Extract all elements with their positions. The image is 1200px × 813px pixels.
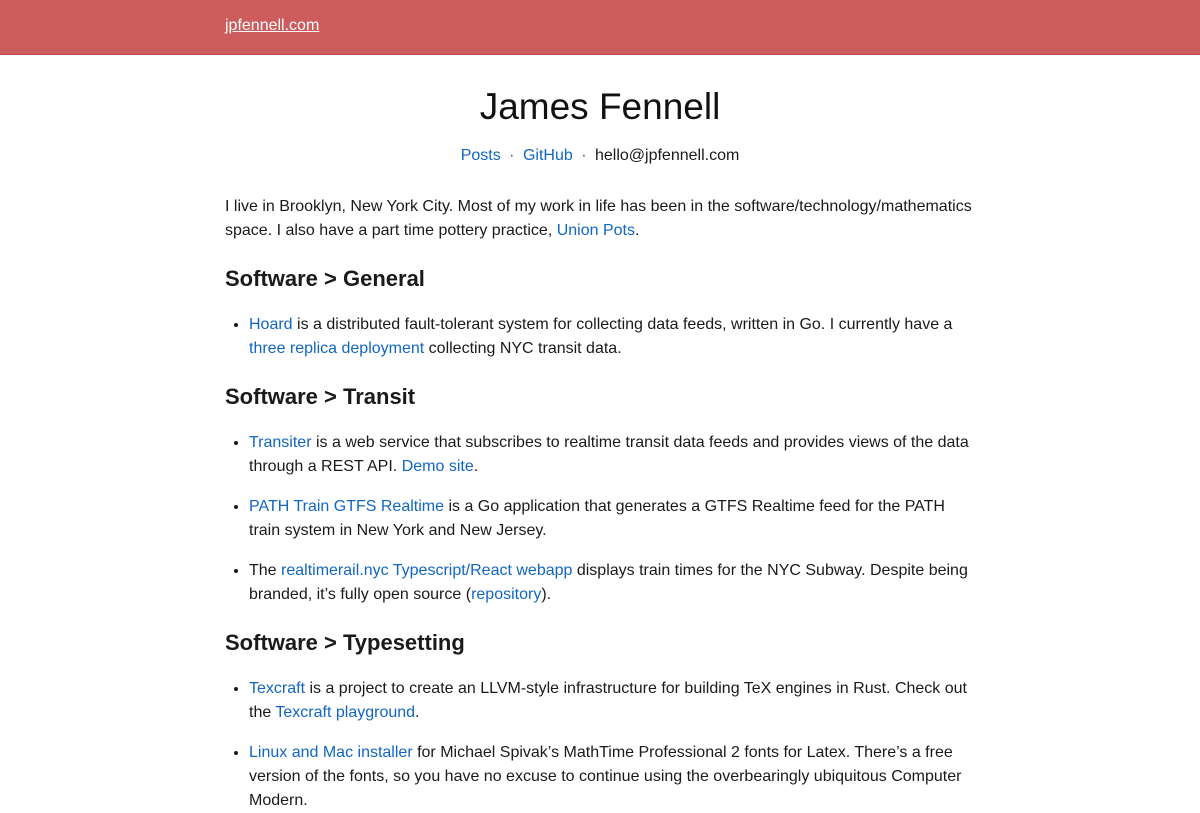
list-item xyxy=(249,495,975,543)
intro-text: I live in Brooklyn, New York City. Most of my work in life has been in the software/technology/mathematics space. I also have a part time pottery practice, xyxy=(225,198,972,239)
transit-list xyxy=(225,431,975,607)
texcraft-link[interactable]: Texcraft xyxy=(249,680,306,697)
site-home-link[interactable]: jpfennell.com xyxy=(225,17,320,34)
realtimerail-webapp-link[interactable]: realtimerail.nyc Typescript/React webapp xyxy=(281,562,573,579)
item-text: displays train times for the NYC Subway. Despite being branded, it’s fully open source ( xyxy=(249,562,968,603)
section-heading-general: Software > General xyxy=(225,266,425,291)
section-heading-transit: Software > Transit xyxy=(225,384,416,409)
path-train-gtfs-link[interactable]: PATH Train GTFS Realtime xyxy=(249,498,444,515)
texcraft-playground-link[interactable]: Texcraft playground xyxy=(275,704,416,721)
separator: · xyxy=(509,147,515,164)
item-text: is a web service that subscribes to realtime transit data feeds and provides views of the data through a REST API. xyxy=(249,434,969,475)
intro-paragraph xyxy=(225,195,975,243)
hoard-link[interactable]: Hoard xyxy=(249,316,293,333)
union-pots-link[interactable]: Union Pots xyxy=(556,222,635,239)
main-content xyxy=(225,87,975,813)
profile-links xyxy=(225,146,975,166)
item-text: is a distributed fault-tolerant system for collecting data feeds, written in Go. I currently have a xyxy=(292,316,953,333)
list-item xyxy=(249,741,975,813)
list-item xyxy=(249,677,975,725)
repository-link[interactable]: repository xyxy=(471,586,542,603)
demo-site-link[interactable]: Demo site xyxy=(401,458,474,475)
list-item xyxy=(249,559,975,607)
three-replica-deployment-link[interactable]: three replica deployment xyxy=(249,340,425,357)
item-text: . xyxy=(473,458,479,475)
email-text: hello@jpfennell.com xyxy=(594,147,740,164)
item-text: The xyxy=(249,562,282,579)
intro-text-end: . xyxy=(634,222,640,239)
transiter-link[interactable]: Transiter xyxy=(249,434,312,451)
typesetting-list xyxy=(225,677,975,813)
separator: · xyxy=(581,147,587,164)
page-title: James Fennell xyxy=(479,86,721,127)
general-list xyxy=(225,313,975,361)
list-item xyxy=(249,431,975,479)
item-text: is a project to create an LLVM-style infrastructure for building TeX engines in Rust. Check out the xyxy=(249,680,967,721)
list-item xyxy=(249,313,975,361)
github-link[interactable]: GitHub xyxy=(522,147,573,164)
item-text: for Michael Spivak’s MathTime Professional 2 fonts for Latex. There’s a free version of the fonts, so you have no excuse to continue using the overbearingly ubiquitous Computer Modern. xyxy=(249,744,962,809)
item-text: ). xyxy=(541,586,552,603)
item-text: is a Go application that generates a GTFS Realtime feed for the PATH train system in New York and New Jersey. xyxy=(249,498,945,539)
posts-link[interactable]: Posts xyxy=(460,147,501,164)
linux-mac-installer-link[interactable]: Linux and Mac installer xyxy=(249,744,413,761)
item-text: . xyxy=(415,704,420,721)
section-heading-typesetting: Software > Typesetting xyxy=(225,630,465,655)
item-text: collecting NYC transit data. xyxy=(424,340,622,357)
top-bar xyxy=(0,0,1200,55)
